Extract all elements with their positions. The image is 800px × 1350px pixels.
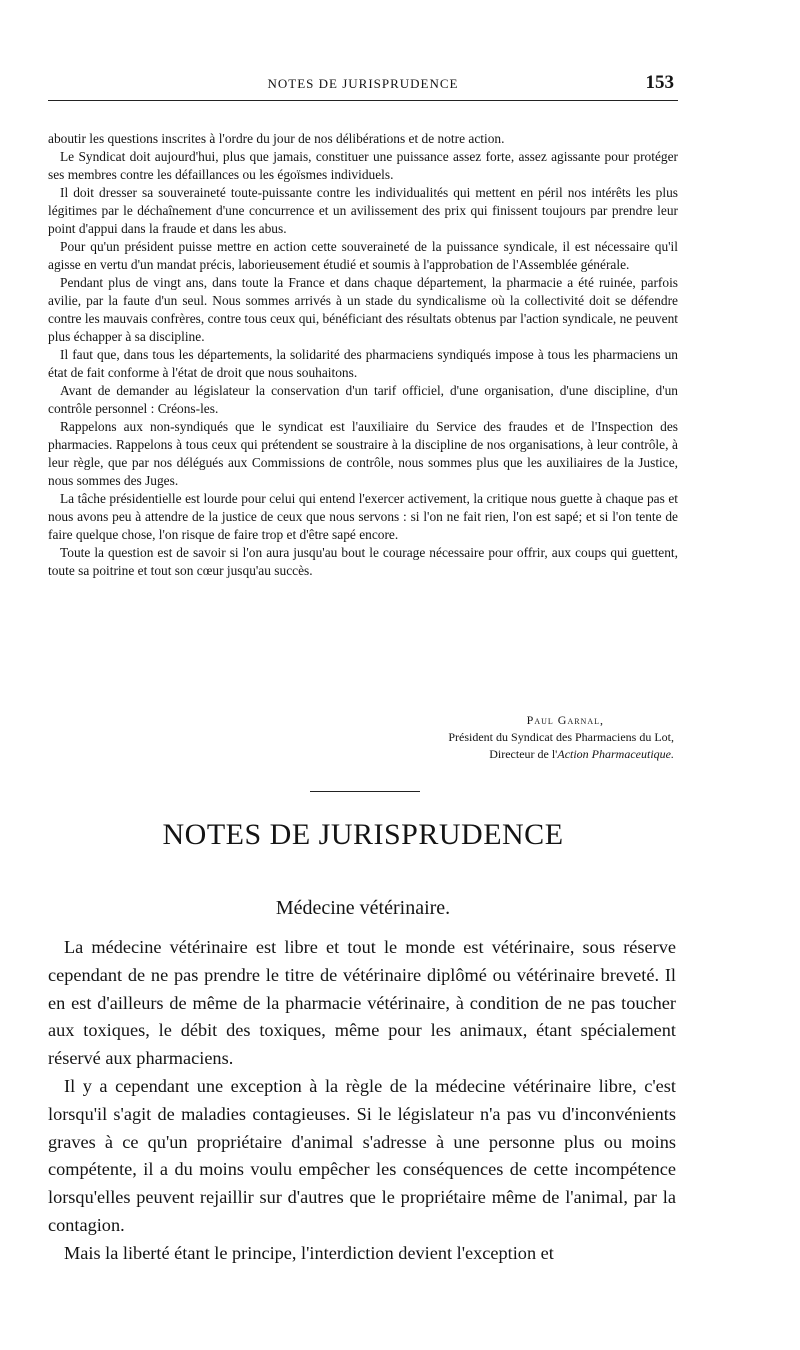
- paragraph: Il y a cependant une exception à la règle de la médecine vétérinaire libre, c'est lorsqu'il s'agit de maladies contagieuses. Si le législateur n'a pas vu d'inconvénients graves à ce qu'un propriétaire d'animal s'adresse à une personne plus ou moins compétente, il a du moins voulu empêcher les conséquences de cette incompétence lorsqu'elles peuvent rejaillir sur d'autres que le propriétaire même de l'animal, par la contagion.: [48, 1075, 676, 1235]
- paragraph: Toute la question est de savoir si l'on aura jusqu'au bout le courage nécessaire pour offrir, aux coups qui guettent, toute sa poitrine et tout son cœur jusqu'au succès.: [48, 545, 678, 578]
- running-header: [48, 72, 678, 101]
- paragraph: Rappelons aux non-syndiqués que le syndicat est l'auxiliaire du Service des fraudes et de l'Inspection des pharmacies. Rappelons à tous ceux qui prétendent se soustraire à la discipline de nos organisations, à leur contrôle, à leur règle, que par nos délégués aux Commissions de contrôle, nous sommes plus que les auxiliaires de la Justice, nous sommes des Juges.: [48, 419, 678, 488]
- page-number: 153: [645, 72, 674, 93]
- section-title: NOTES DE JURISPRUDENCE: [162, 818, 564, 851]
- author-signature: [48, 712, 674, 763]
- author-name: Paul Garnal,: [526, 713, 604, 727]
- section-divider: [310, 791, 420, 792]
- running-title: NOTES DE JURISPRUDENCE: [267, 76, 459, 91]
- author-title: Président du Syndicat des Pharmaciens du Lot,: [448, 730, 674, 744]
- paragraph: La médecine vétérinaire est libre et tout le monde est vétérinaire, sous réserve cependant de ne pas prendre le titre de vétérinaire diplômé ou vétérinaire breveté. Il en est d'ailleurs de même de la pharmacie vétérinaire, à condition de ne pas toucher aux toxiques, le débit des toxiques, même pour les animaux, étant spécialement réservé aux pharmaciens.: [48, 937, 676, 1069]
- paragraph: Pendant plus de vingt ans, dans toute la France et dans chaque département, la pharmacie a été ruinée, parfois avilie, par la faute d'un seul. Nous sommes arrivés à un stade du syndicalisme où la collectivité doit se défendre contre les mauvais confrères, contre tous ceux qui, bénéficiant des résultats obtenus par l'action syndicale, ne peuvent plus échapper à sa discipline.: [48, 275, 678, 344]
- paragraph: La tâche présidentielle est lourde pour celui qui entend l'exercer activement, la critique nous guette à chaque pas et nous avons peu à attendre de la justice de ceux que nous servons : si l'on ne fait rien, l'on est sapé; et si l'on tente de faire quelque chose, l'on risque de faire trop et d'être sapé encore.: [48, 491, 678, 542]
- author-role: [48, 746, 674, 763]
- article-conclusion: [48, 130, 678, 580]
- subsection-title: Médecine vétérinaire.: [275, 897, 451, 919]
- paragraph: Pour qu'un président puisse mettre en action cette souveraineté de la puissance syndicale, il est nécessaire qu'il agisse en vertu d'un mandat précis, laborieusement étudié et soumis à l'approbation de l'Assemblée générale.: [48, 239, 678, 272]
- paragraph: Il faut que, dans tous les départements, la solidarité des pharmaciens syndiqués impose à tous les pharmaciens un état de fait conforme à l'état de droit que nous souhaitons.: [48, 347, 678, 380]
- paragraph: Le Syndicat doit aujourd'hui, plus que jamais, constituer une puissance assez forte, assez agissante pour protéger ses membres contre les défaillances ou les égoïsmes individuels.: [48, 149, 678, 182]
- paragraph: Mais la liberté étant le principe, l'interdiction devient l'exception et: [64, 1242, 554, 1263]
- paragraph: Avant de demander au législateur la conservation d'un tarif officiel, d'une organisation, d'une discipline, d'un contrôle personnel : Créons-les.: [48, 383, 678, 416]
- paragraph: Il doit dresser sa souveraineté toute-puissante contre les individualités qui mettent en péril nos intérêts les plus légitimes par le déchaînement d'une concurrence et un avilissement des prix qui finissent toujours par prendre leur point d'appui dans la fraude et dans les abus.: [48, 185, 678, 236]
- author-role-prefix: Directeur de l': [489, 747, 558, 761]
- section-body: [48, 934, 676, 1268]
- paragraph: aboutir les questions inscrites à l'ordre du jour de nos délibérations et de notre action.: [48, 131, 505, 146]
- journal-name: Action Pharmaceutique.: [557, 747, 674, 761]
